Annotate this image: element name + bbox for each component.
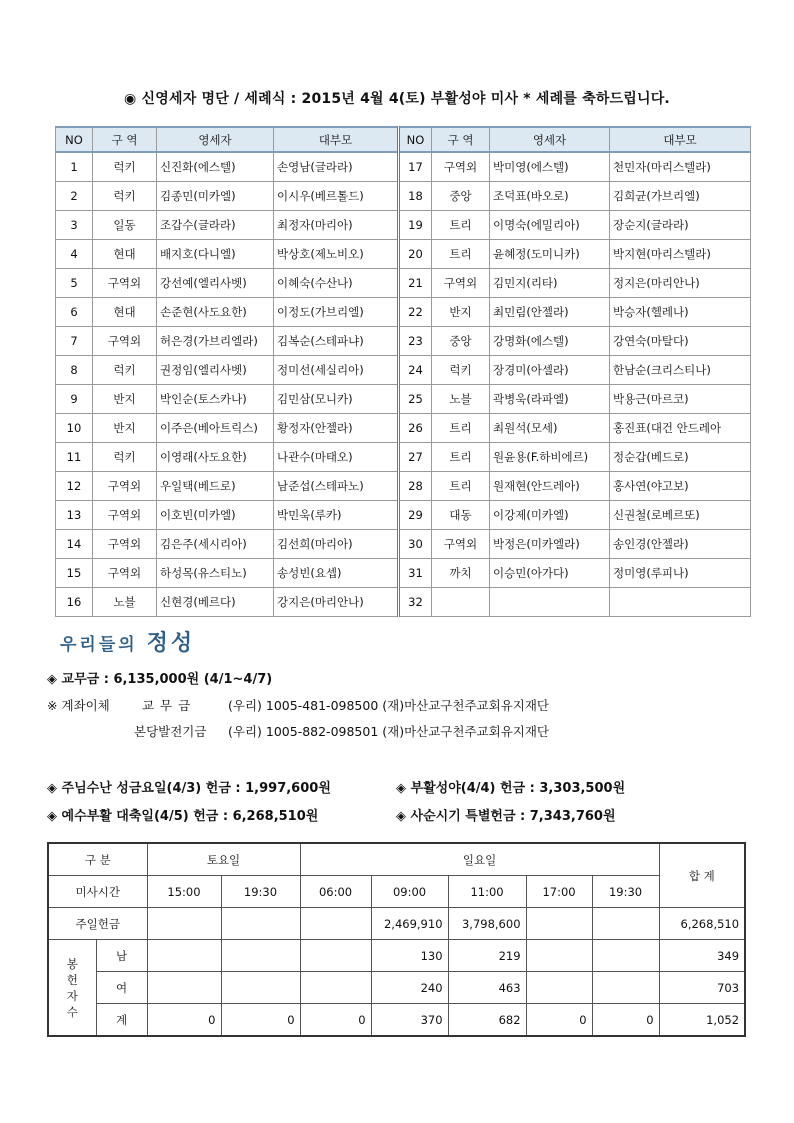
- roster-row: [56, 356, 751, 385]
- entry-baptized-name: 박정은(미카엘라): [490, 530, 610, 559]
- sunday-offering-row: [48, 908, 745, 940]
- baptism-roster-table: [55, 126, 751, 617]
- entry-baptized-name: 윤혜정(도미니카): [490, 240, 610, 269]
- roster-row: [56, 414, 751, 443]
- entry-area: 현대: [93, 240, 157, 269]
- entry-godparent: 최정자(마리아): [274, 211, 399, 240]
- entry-number: 29: [399, 501, 432, 530]
- entry-number: 5: [56, 269, 93, 298]
- entry-godparent: 강연숙(마탈다): [610, 327, 751, 356]
- entry-area: 노블: [432, 385, 490, 414]
- entry-area: 구역외: [432, 269, 490, 298]
- entry-number: 7: [56, 327, 93, 356]
- attendance-cell: [221, 972, 300, 1004]
- roster-row: [56, 182, 751, 211]
- entry-number: 25: [399, 385, 432, 414]
- entry-baptized-name: 조덕표(바오로): [490, 182, 610, 211]
- entry-godparent: 홍진표(대건 안드레아: [610, 414, 751, 443]
- offering-stats-table: [47, 842, 746, 1037]
- attendance-cell: 0: [300, 1004, 371, 1037]
- attendance-cell: 219: [448, 940, 526, 972]
- header-area: 구 역: [432, 127, 490, 152]
- entry-godparent: 김복순(스테파냐): [274, 327, 399, 356]
- attendance-cell: 0: [221, 1004, 300, 1037]
- offering-cell: [300, 908, 371, 940]
- roster-row: [56, 501, 751, 530]
- header-godparent: 대부모: [274, 127, 399, 152]
- roster-row: [56, 240, 751, 269]
- mass-time-row: [48, 876, 745, 908]
- entry-number: 32: [399, 588, 432, 617]
- attendance-total-cell: 703: [659, 972, 745, 1004]
- entry-baptized-name: 김은주(세시리아): [157, 530, 274, 559]
- entry-baptized-name: 김종민(미카엘): [157, 182, 274, 211]
- sunday-offering-label: 주일헌금: [48, 908, 147, 940]
- attendance-row-female: [48, 972, 745, 1004]
- entry-godparent: 송인경(안젤라): [610, 530, 751, 559]
- attendance-cell: [592, 940, 659, 972]
- entry-area: 대동: [432, 501, 490, 530]
- entry-area: 구역외: [93, 530, 157, 559]
- entry-area: 구역외: [93, 501, 157, 530]
- entry-number: 11: [56, 443, 93, 472]
- entry-godparent: 박지현(마리스텔라): [610, 240, 751, 269]
- entry-number: 28: [399, 472, 432, 501]
- attendance-cell: 463: [448, 972, 526, 1004]
- attendance-row-male: [48, 940, 745, 972]
- entry-baptized-name: 권정임(엘리사벳): [157, 356, 274, 385]
- entry-area: 럭키: [432, 356, 490, 385]
- attendance-label-text: 봉 헌 자 수: [66, 956, 78, 1019]
- entry-area: 구역외: [93, 559, 157, 588]
- entry-number: 9: [56, 385, 93, 414]
- roster-row: [56, 530, 751, 559]
- roster-row: [56, 472, 751, 501]
- entry-baptized-name: 박미영(에스텔): [490, 152, 610, 182]
- entry-godparent: 김선희(마리아): [274, 530, 399, 559]
- entry-godparent: 한남순(크리스티나): [610, 356, 751, 385]
- entry-area: 구역외: [93, 472, 157, 501]
- entry-area: 트리: [432, 211, 490, 240]
- saturday-label: 토요일: [147, 843, 300, 876]
- entry-area: 구역외: [93, 327, 157, 356]
- entry-area: 까치: [432, 559, 490, 588]
- offering-cell: [147, 908, 221, 940]
- entry-baptized-name: 최원석(모세): [490, 414, 610, 443]
- entry-area: 구역외: [432, 530, 490, 559]
- entry-godparent: 정순갑(베드로): [610, 443, 751, 472]
- mass-time: 11:00: [448, 876, 526, 908]
- entry-number: 8: [56, 356, 93, 385]
- attendance-row-label: 계: [96, 1004, 147, 1037]
- entry-baptized-name: 배지호(다니엘): [157, 240, 274, 269]
- gyomu-total: ◈ 교무금 : 6,135,000원 (4/1~4/7): [47, 672, 273, 687]
- entry-area: 트리: [432, 472, 490, 501]
- entry-baptized-name: 원윤용(F.하비에르): [490, 443, 610, 472]
- entry-godparent: 김희균(가브리엘): [610, 182, 751, 211]
- entry-number: 13: [56, 501, 93, 530]
- entry-number: 12: [56, 472, 93, 501]
- attendance-cell: 130: [371, 940, 448, 972]
- entry-godparent: 이정도(가브리엘): [274, 298, 399, 327]
- entry-baptized-name: 이주은(베아트릭스): [157, 414, 274, 443]
- roster-row: [56, 588, 751, 617]
- entry-number: 10: [56, 414, 93, 443]
- entry-baptized-name: 신진화(에스텔): [157, 152, 274, 182]
- roster-row: [56, 559, 751, 588]
- mass-time-label: 미사시간: [48, 876, 147, 908]
- attendance-cell: [526, 940, 592, 972]
- attendance-cell: [147, 972, 221, 1004]
- header-baptized: 영세자: [490, 127, 610, 152]
- entry-godparent: 박상호(제노비오): [274, 240, 399, 269]
- entry-number: 30: [399, 530, 432, 559]
- entry-number: 20: [399, 240, 432, 269]
- roster-row: [56, 269, 751, 298]
- offering-cell: 2,469,910: [371, 908, 448, 940]
- offering-cell: 3,798,600: [448, 908, 526, 940]
- attendance-cell: [526, 972, 592, 1004]
- entry-number: 21: [399, 269, 432, 298]
- entry-number: 27: [399, 443, 432, 472]
- entry-number: 31: [399, 559, 432, 588]
- attendance-cell: 0: [147, 1004, 221, 1037]
- entry-area: 중앙: [432, 327, 490, 356]
- entry-baptized-name: 박인순(토스카나): [157, 385, 274, 414]
- entry-baptized-name: 김민지(리타): [490, 269, 610, 298]
- account-label: 교 무 금: [142, 698, 192, 713]
- entry-number: 4: [56, 240, 93, 269]
- entry-godparent: 남준섭(스테파노): [274, 472, 399, 501]
- entry-area: [432, 588, 490, 617]
- entry-godparent: 박승자(헬레나): [610, 298, 751, 327]
- entry-godparent: 천민자(마리스텔라): [610, 152, 751, 182]
- attendance-cell: 0: [526, 1004, 592, 1037]
- total-label: 합 계: [659, 843, 745, 908]
- entry-area: 구역외: [432, 152, 490, 182]
- entry-godparent: 이혜숙(수산나): [274, 269, 399, 298]
- entry-baptized-name: 조갑수(글라라): [157, 211, 274, 240]
- offering-item: ◈ 부활성야(4/4) 헌금 : 3,303,500원: [396, 781, 626, 796]
- stats-header-row: [48, 843, 745, 876]
- page-title: ◉ 신영세자 명단 / 세례식 : 2015년 4월 4(토) 부활성야 미사 * 세례를 축하드립니다.: [124, 91, 670, 107]
- mass-time: 15:00: [147, 876, 221, 908]
- entry-baptized-name: 손준현(사도요한): [157, 298, 274, 327]
- entry-baptized-name: 이호빈(미카엘): [157, 501, 274, 530]
- entry-area: 반지: [93, 414, 157, 443]
- entry-number: 14: [56, 530, 93, 559]
- entry-godparent: 정미영(루피나): [610, 559, 751, 588]
- entry-godparent: 황정자(안젤라): [274, 414, 399, 443]
- entry-number: 3: [56, 211, 93, 240]
- roster-row: [56, 385, 751, 414]
- entry-godparent: 이시우(베르톨드): [274, 182, 399, 211]
- offering-cell: [592, 908, 659, 940]
- entry-godparent: 정미선(세실리아): [274, 356, 399, 385]
- attendance-cell: [300, 972, 371, 1004]
- entry-baptized-name: 강선예(엘리사벳): [157, 269, 274, 298]
- heading-small-text: 우리들의: [60, 635, 138, 655]
- header-baptized: 영세자: [157, 127, 274, 152]
- mass-time: 19:30: [221, 876, 300, 908]
- entry-number: 22: [399, 298, 432, 327]
- attendance-cell: 240: [371, 972, 448, 1004]
- entry-godparent: 송성빈(요셉): [274, 559, 399, 588]
- entry-baptized-name: 최민림(안젤라): [490, 298, 610, 327]
- entry-area: 럭키: [93, 443, 157, 472]
- roster-row: [56, 298, 751, 327]
- entry-godparent: 박민욱(루카): [274, 501, 399, 530]
- entry-area: 노블: [93, 588, 157, 617]
- attendance-cell: [147, 940, 221, 972]
- entry-number: 24: [399, 356, 432, 385]
- entry-area: 반지: [93, 385, 157, 414]
- attendance-cell: 370: [371, 1004, 448, 1037]
- entry-number: 16: [56, 588, 93, 617]
- attendance-cell: [592, 972, 659, 1004]
- entry-area: 일동: [93, 211, 157, 240]
- entry-area: 현대: [93, 298, 157, 327]
- entry-number: 6: [56, 298, 93, 327]
- header-no: NO: [56, 127, 93, 152]
- offering-item: ◈ 주님수난 성금요일(4/3) 헌금 : 1,997,600원: [47, 781, 331, 796]
- mass-time: 19:30: [592, 876, 659, 908]
- entry-baptized-name: 원재현(안드레아): [490, 472, 610, 501]
- mass-time: 17:00: [526, 876, 592, 908]
- entry-baptized-name: 이승민(아가다): [490, 559, 610, 588]
- transfer-label: ※ 계좌이체: [47, 698, 110, 713]
- entry-number: 19: [399, 211, 432, 240]
- account-detail: (우리) 1005-882-098501 (재)마산교구천주교회유지재단: [228, 724, 549, 739]
- account-label: 본당발전기금: [134, 724, 207, 739]
- entry-godparent: 정지은(마리안나): [610, 269, 751, 298]
- entry-baptized-name: 장경미(아셀라): [490, 356, 610, 385]
- attendance-cell: [221, 940, 300, 972]
- entry-godparent: 박용근(마르코): [610, 385, 751, 414]
- offering-cell: [221, 908, 300, 940]
- offering-heading: [60, 626, 195, 657]
- entry-baptized-name: 곽병욱(라파엘): [490, 385, 610, 414]
- attendance-cell: 682: [448, 1004, 526, 1037]
- entry-baptized-name: 이명숙(에밀리아): [490, 211, 610, 240]
- entry-godparent: 김민삼(모니카): [274, 385, 399, 414]
- entry-area: 중앙: [432, 182, 490, 211]
- entry-godparent: 나관수(마태오): [274, 443, 399, 472]
- header-godparent: 대부모: [610, 127, 751, 152]
- entry-area: 구역외: [93, 269, 157, 298]
- entry-number: 1: [56, 152, 93, 182]
- entry-number: 26: [399, 414, 432, 443]
- entry-number: 17: [399, 152, 432, 182]
- entry-area: 트리: [432, 414, 490, 443]
- entry-godparent: 장순지(글라라): [610, 211, 751, 240]
- entry-godparent: 홍사연(야고보): [610, 472, 751, 501]
- roster-row: [56, 211, 751, 240]
- entry-number: 23: [399, 327, 432, 356]
- attendance-total-cell: 349: [659, 940, 745, 972]
- attendance-cell: 0: [592, 1004, 659, 1037]
- entry-baptized-name: 우일택(베드로): [157, 472, 274, 501]
- header-area: 구 역: [93, 127, 157, 152]
- roster-row: [56, 152, 751, 182]
- roster-header-row: [56, 127, 751, 152]
- offering-item: ◈ 사순시기 특별헌금 : 7,343,760원: [396, 809, 616, 824]
- attendance-row-label: 여: [96, 972, 147, 1004]
- entry-number: 18: [399, 182, 432, 211]
- entry-area: 트리: [432, 240, 490, 269]
- mass-time: 09:00: [371, 876, 448, 908]
- account-detail: (우리) 1005-481-098500 (재)마산교구천주교회유지재단: [228, 698, 549, 713]
- heading-big-text: 정성: [146, 630, 196, 656]
- offering-item: ◈ 예수부활 대축일(4/5) 헌금 : 6,268,510원: [47, 809, 319, 824]
- entry-godparent: 강지은(마리안나): [274, 588, 399, 617]
- sunday-label: 일요일: [300, 843, 659, 876]
- roster-row: [56, 443, 751, 472]
- entry-baptized-name: 강명화(에스텔): [490, 327, 610, 356]
- entry-godparent: 손영남(글라라): [274, 152, 399, 182]
- entry-area: 반지: [432, 298, 490, 327]
- entry-baptized-name: 허은경(가브리엘라): [157, 327, 274, 356]
- attendance-total-cell: 1,052: [659, 1004, 745, 1037]
- entry-godparent: [610, 588, 751, 617]
- entry-baptized-name: 하성목(유스티노): [157, 559, 274, 588]
- entry-godparent: 신권철(로베르또): [610, 501, 751, 530]
- offering-cell: [526, 908, 592, 940]
- entry-baptized-name: 신현경(베르다): [157, 588, 274, 617]
- entry-number: 15: [56, 559, 93, 588]
- entry-baptized-name: [490, 588, 610, 617]
- entry-baptized-name: 이강제(미카엘): [490, 501, 610, 530]
- offering-total-cell: 6,268,510: [659, 908, 745, 940]
- header-no: NO: [399, 127, 432, 152]
- gubun-label: 구 분: [48, 843, 147, 876]
- entry-baptized-name: 이영래(사도요한): [157, 443, 274, 472]
- roster-row: [56, 327, 751, 356]
- entry-area: 트리: [432, 443, 490, 472]
- attendance-row-label: 남: [96, 940, 147, 972]
- attendance-label: [48, 940, 96, 1037]
- attendance-row-total: [48, 1004, 745, 1037]
- entry-area: 럭키: [93, 152, 157, 182]
- entry-number: 2: [56, 182, 93, 211]
- entry-area: 럭키: [93, 182, 157, 211]
- attendance-cell: [300, 940, 371, 972]
- mass-time: 06:00: [300, 876, 371, 908]
- entry-area: 럭키: [93, 356, 157, 385]
